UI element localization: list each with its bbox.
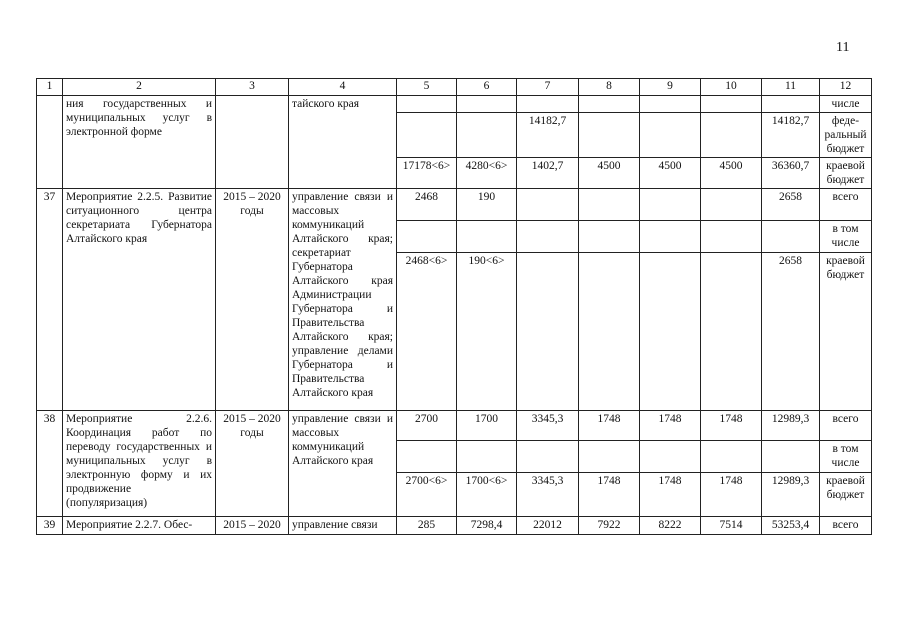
cell — [397, 441, 457, 473]
cell-value: 1748 — [640, 411, 701, 441]
cell-value: 4500 — [701, 158, 762, 189]
cell — [579, 113, 640, 158]
cell-value: 1700<6> — [457, 473, 517, 517]
cell-name: Мероприятие 2.2.7. Обес- — [63, 517, 216, 535]
cell-source: краевой бюджет — [820, 473, 872, 517]
cell-value: 190<6> — [457, 253, 517, 411]
cell-name: Мероприятие 2.2.6. Координация работ по переводу государственных и муниципальных услуг в электронную форму и их продвижение (популяризация) — [63, 411, 216, 517]
col-header: 5 — [397, 79, 457, 96]
cell-value: 7298,4 — [457, 517, 517, 535]
cell-num: 38 — [37, 411, 63, 517]
cell — [457, 441, 517, 473]
cell-value: 4500 — [640, 158, 701, 189]
cell-source: в том числе — [820, 221, 872, 253]
cell — [701, 96, 762, 113]
cell-value: 14182,7 — [517, 113, 579, 158]
cell-value: 2700 — [397, 411, 457, 441]
cell-value: 1700 — [457, 411, 517, 441]
cell — [579, 189, 640, 221]
table-row — [37, 189, 872, 221]
col-header: 12 — [820, 79, 872, 96]
cell — [457, 96, 517, 113]
cell-value: 7922 — [579, 517, 640, 535]
col-header: 4 — [289, 79, 397, 96]
cell — [701, 189, 762, 221]
table-row — [37, 517, 872, 535]
cell-years: 2015 – 2020 годы — [216, 189, 289, 411]
cell-years: 2015 – 2020 годы — [216, 411, 289, 517]
table-row — [37, 411, 872, 441]
col-header: 11 — [762, 79, 820, 96]
cell-years: 2015 – 2020 — [216, 517, 289, 535]
cell-num: 37 — [37, 189, 63, 411]
cell-executor: управление связи и массовых коммуникаций Алтайского края; секретариат Губернатора Алтайского края Администрации Губернатора и Правительства Алтайского края; управление делами Губернатора и Правительства Алтайского края — [289, 189, 397, 411]
col-header: 3 — [216, 79, 289, 96]
cell — [579, 253, 640, 411]
cell — [517, 221, 579, 253]
col-header: 6 — [457, 79, 517, 96]
cell-value: 3345,3 — [517, 473, 579, 517]
cell-value: 2468<6> — [397, 253, 457, 411]
cell — [640, 221, 701, 253]
cell-value: 1748 — [579, 411, 640, 441]
col-header: 9 — [640, 79, 701, 96]
cell — [640, 441, 701, 473]
cell — [701, 221, 762, 253]
cell-value: 1748 — [579, 473, 640, 517]
col-header: 2 — [63, 79, 216, 96]
cell — [517, 253, 579, 411]
cell — [640, 113, 701, 158]
program-table — [36, 78, 872, 535]
cell-value: 7514 — [701, 517, 762, 535]
cell-source: всего — [820, 411, 872, 441]
cell-value: 2658 — [762, 253, 820, 411]
cell-source: всего — [820, 189, 872, 221]
col-header: 1 — [37, 79, 63, 96]
cell — [517, 96, 579, 113]
cell — [397, 221, 457, 253]
cell-value: 22012 — [517, 517, 579, 535]
cell-source: феде-ральный бюджет — [820, 113, 872, 158]
cell-num: 39 — [37, 517, 63, 535]
cell-value: 36360,7 — [762, 158, 820, 189]
cell-executor: управление связи и массовых коммуникаций Алтайского края — [289, 411, 397, 517]
cell — [640, 253, 701, 411]
col-header: 10 — [701, 79, 762, 96]
page-number: 11 — [836, 40, 850, 55]
cell-source: краевой бюджет — [820, 158, 872, 189]
cell-value: 53253,4 — [762, 517, 820, 535]
cell — [579, 441, 640, 473]
col-header: 8 — [579, 79, 640, 96]
cell-value: 1748 — [640, 473, 701, 517]
cell — [579, 96, 640, 113]
cell-value: 285 — [397, 517, 457, 535]
cell-value: 2468 — [397, 189, 457, 221]
cell-value: 2700<6> — [397, 473, 457, 517]
cell-value: 1748 — [701, 473, 762, 517]
cell-value: 4500 — [579, 158, 640, 189]
cell — [457, 113, 517, 158]
cell-executor: тайского края — [289, 96, 397, 189]
cell — [457, 221, 517, 253]
cell-executor: управление связи — [289, 517, 397, 535]
cell-value: 8222 — [640, 517, 701, 535]
cell-value: 1402,7 — [517, 158, 579, 189]
cell — [640, 96, 701, 113]
cell — [762, 221, 820, 253]
cell-name: Мероприятие 2.2.5. Развитие ситуационного центра секретариата Губернатора Алтайского края — [63, 189, 216, 411]
cell-value: 3345,3 — [517, 411, 579, 441]
cell — [701, 441, 762, 473]
cell — [397, 96, 457, 113]
cell — [517, 189, 579, 221]
cell-source: всего — [820, 517, 872, 535]
cell-value: 17178<6> — [397, 158, 457, 189]
cell-value: 4280<6> — [457, 158, 517, 189]
cell-value: 190 — [457, 189, 517, 221]
cell — [640, 189, 701, 221]
cell — [762, 441, 820, 473]
cell — [579, 221, 640, 253]
cell-years — [216, 96, 289, 189]
cell — [701, 253, 762, 411]
cell-value: 2658 — [762, 189, 820, 221]
cell-value: 14182,7 — [762, 113, 820, 158]
cell — [701, 113, 762, 158]
cell-name: ния государственных и муниципальных услуг в электронной форме — [63, 96, 216, 189]
table-row — [37, 96, 872, 113]
col-header: 7 — [517, 79, 579, 96]
header-row — [37, 79, 872, 96]
cell-value: 12989,3 — [762, 473, 820, 517]
cell — [762, 96, 820, 113]
cell-num — [37, 96, 63, 189]
cell-value: 1748 — [701, 411, 762, 441]
cell — [397, 113, 457, 158]
cell — [517, 441, 579, 473]
cell-value: 12989,3 — [762, 411, 820, 441]
cell-source: в том числе — [820, 441, 872, 473]
cell-source: числе — [820, 96, 872, 113]
cell-source: краевой бюджет — [820, 253, 872, 411]
